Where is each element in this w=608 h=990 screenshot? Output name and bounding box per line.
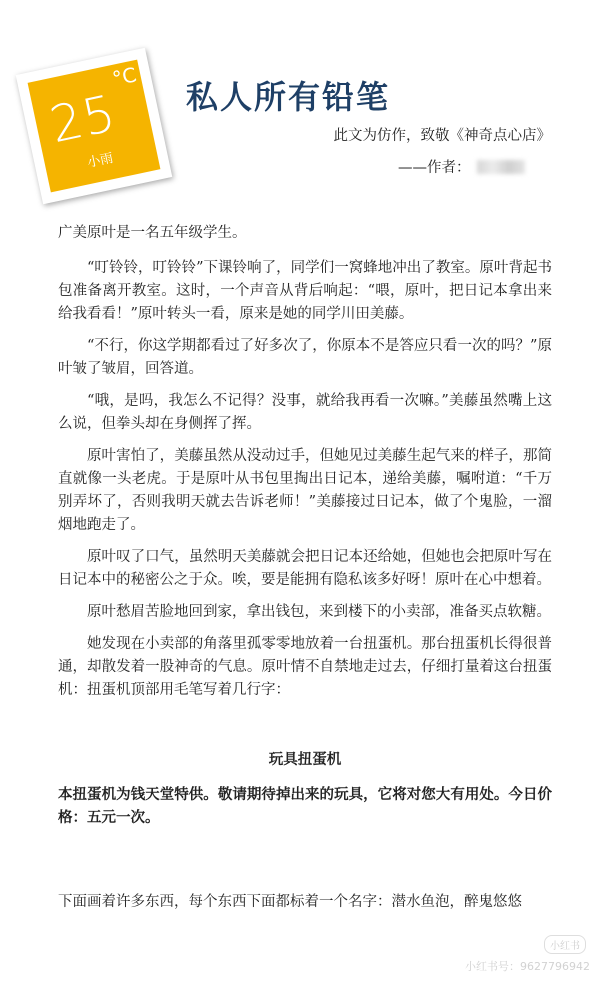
paragraph: 原叶叹了口气，虽然明天美藤就会把日记本还给她，但她也会把原叶写在日记本中的秘密公之于众。唉，要是能拥有隐私该多好呀！原叶在心中想着。 [58,549,552,588]
paragraph: “叮铃铃，叮铃铃”下课铃响了，同学们一窝蜂地冲出了教室。原叶背起书包准备离开教室。这时，一个声音从背后响起：“喂，原叶，把日记本拿出来给我看看！”原叶转头一看，原来是她的同学川田美藤。 [58,260,552,322]
author-name-redacted [477,160,525,174]
page-title: 私人所有铅笔 [186,78,391,116]
paragraph: “哦，是吗，我怎么不记得？没事，就给我再看一次嘛。”美藤虽然嘴上这么说，但拳头却在身侧挥了挥。 [58,393,552,432]
dedication-line: 此文为仿作，致敬《神奇点心店》 [333,128,551,144]
paragraph: 原叶愁眉苦脸地回到家，拿出钱包，来到楼下的小卖部，准备买点软糖。 [87,604,551,620]
author-label: ——作者： [398,160,471,176]
paragraph: 她发现在小卖部的角落里孤零零地放着一台扭蛋机。那台扭蛋机长得很普通，却散发着一股神奇的气息。原叶情不自禁地走过去，仔细打量着这台扭蛋机：扭蛋机顶部用毛笔写着几行字： [58,636,552,698]
weather-sticker [16,48,173,205]
paragraph: “不行，你这学期都看过了好多次了，你原本不是答应只看一次的吗？”原叶皱了皱眉，回答道。 [58,338,552,377]
author-line [398,156,525,177]
paragraph-last: 下面画着许多东西，每个东西下面都标着一个名字：潜水鱼泡，醉鬼悠悠 [58,894,522,910]
sign-text: 本扭蛋机为钱天堂特供。敬请期待掉出来的玩具，它将对您大有用处。今日价格：五元一次。 [58,786,552,826]
article-body [58,222,552,923]
sign-title: 玩具扭蛋机 [268,751,342,768]
watermark: 小红书号：9627796942 [465,960,590,973]
watermark-logo: 小红书 [544,935,586,954]
temperature-value: 25 [45,83,122,155]
temperature-unit: °C [110,62,139,91]
paragraph: 广美原叶是一名五年级学生。 [58,225,247,241]
weather-condition: 小雨 [86,150,115,171]
weather-panel [28,60,161,193]
paragraph: 原叶害怕了，美藤虽然从没动过手，但她见过美藤生起气来的样子，那简直就像一头老虎。于是原叶从书包里掏出日记本，递给美藤，嘱咐道：“千万别弄坏了，否则我明天就去告诉老师！”美藤接过日记本，做了个鬼脸，一溜烟地跑走了。 [58,448,552,533]
